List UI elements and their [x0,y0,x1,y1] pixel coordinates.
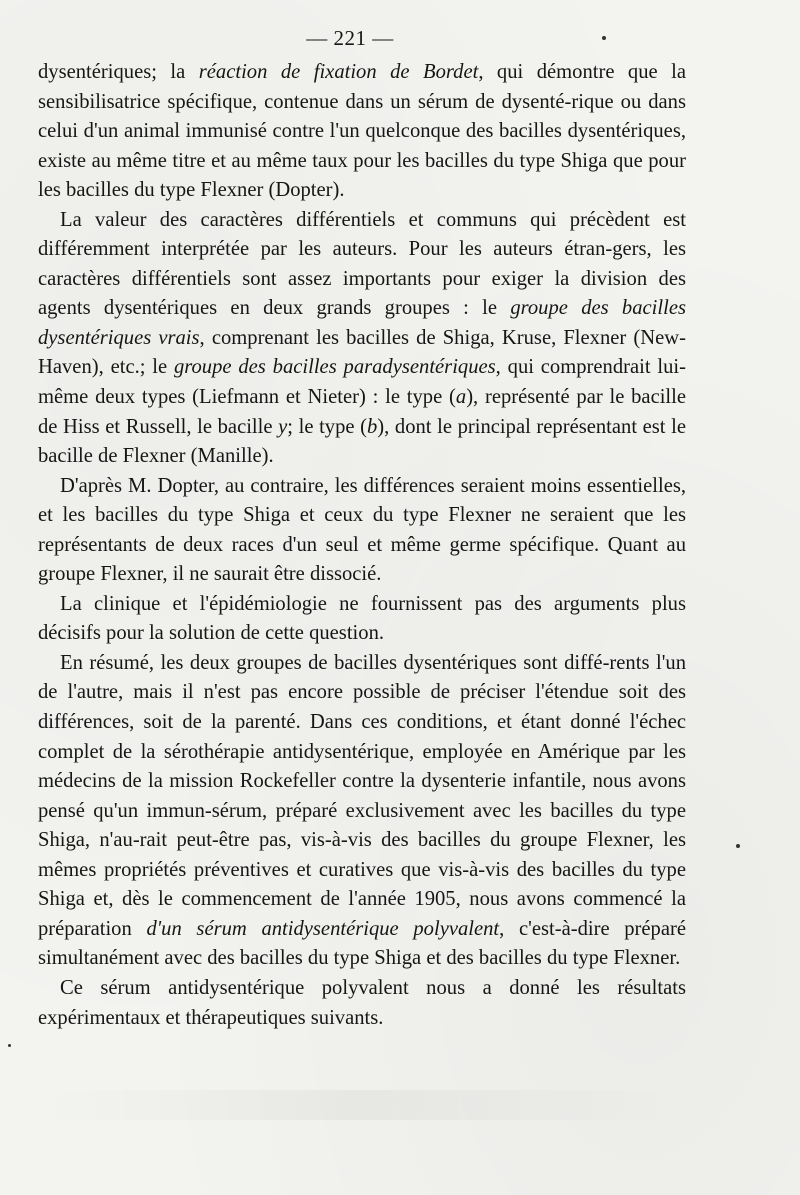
italic-text: groupe des bacilles dysentériques vrais [38,297,686,349]
paragraph-3 [38,472,686,590]
text-run: , qui démontre que la sensibilisatrice spécifique, contenue dans un sérum de dysenté-rique ou dans celui d'un animal immunisé contre l'un quelconque des bacilles dysentériques, existe au même titre et au même taux pour les bacilles du type Shiga que pour les bacilles du type Flexner (Dopter). [38,61,686,202]
paragraph-6 [38,974,686,1033]
italic-text: a [455,386,467,409]
paragraph-4 [38,590,686,649]
italic-text: y [278,415,288,438]
text-run: En résumé, les deux groupes de bacilles dysentériques sont diffé-rents l'un de l'autre, mais il n'est pas encore possible de préciser l'étendue soit des différences, soit de la parenté. Dans ces conditions, et étant donné l'échec complet de la sérothérapie antidysentérique, employée en Amérique par les médecins de la mission Rockefeller contre la dysenterie infantile, nous avons pensé qu'un immun-sérum, préparé exclusivement avec les bacilles du type Shiga, n'au-rait peut-être pas, vis-à-vis des bacilles du groupe Flexner, les mêmes propriétés préventives et curatives que vis-à-vis des bacilles du type Shiga et, dès le commencement de l'année 1905, nous avons commencé la préparation [38,651,686,940]
text-run: ; le type ( [287,415,367,438]
ink-speck [736,844,740,848]
text-run: La clinique et l'épidémiologie ne fournissent pas des arguments plus décisifs pour la solution de cette question. [38,592,686,645]
text-run: ), dont le principal représentant est le bacille de Flexner (Manille). [38,415,686,468]
paragraph-5 [38,649,686,974]
text-run: , qui comprendrait lui-même deux types (Liefmann et Nieter) : le type ( [38,356,686,409]
ink-speck [602,36,606,40]
paragraph-1 [38,58,686,206]
text-run: ), représenté par le bacille de Hiss et Russell, le bacille [38,386,687,438]
italic-text: réaction de fixation de Bordet [198,61,479,83]
italic-text: d'un sérum antidysentérique polyvalent [146,917,500,940]
text-run: , c'est-à-dire préparé simultanément avec des bacilles du type Shiga et des bacilles du type Flexner. [38,917,686,970]
text-run: dysentériques; la [38,61,199,83]
text-run: , comprenant les bacilles de Shiga, Kruse, Flexner (New-Haven), etc.; le [38,326,686,379]
bleed-through-shadow [40,1090,680,1120]
text-run: D'après M. Dopter, au contraire, les différences seraient moins essentielles, et les bacilles du type Shiga et ceux du type Flexner ne seraient que les représentants de deux races d'un seul et même germe spécifique. Quant au groupe Flexner, il ne saurait être dissocié. [38,474,686,586]
page-number: — 221 — [306,26,394,50]
paragraph-2 [38,206,686,472]
italic-text: b [367,415,378,438]
text-run: Ce sérum antidysentérique polyvalent nous a donné les résultats expérimentaux et thérapeutiques suivants. [38,976,686,1029]
body-text [38,58,686,1033]
text-run: La valeur des caractères différentiels et communs qui précèdent est différemment interprétée par les auteurs. Pour les auteurs étran-gers, les caractères différentiels sont assez importants pour exiger la division des agents dysentériques en deux grands groupes : le [38,208,686,320]
ink-speck [8,1044,11,1047]
italic-text: groupe des bacilles paradysentériques [173,356,496,379]
